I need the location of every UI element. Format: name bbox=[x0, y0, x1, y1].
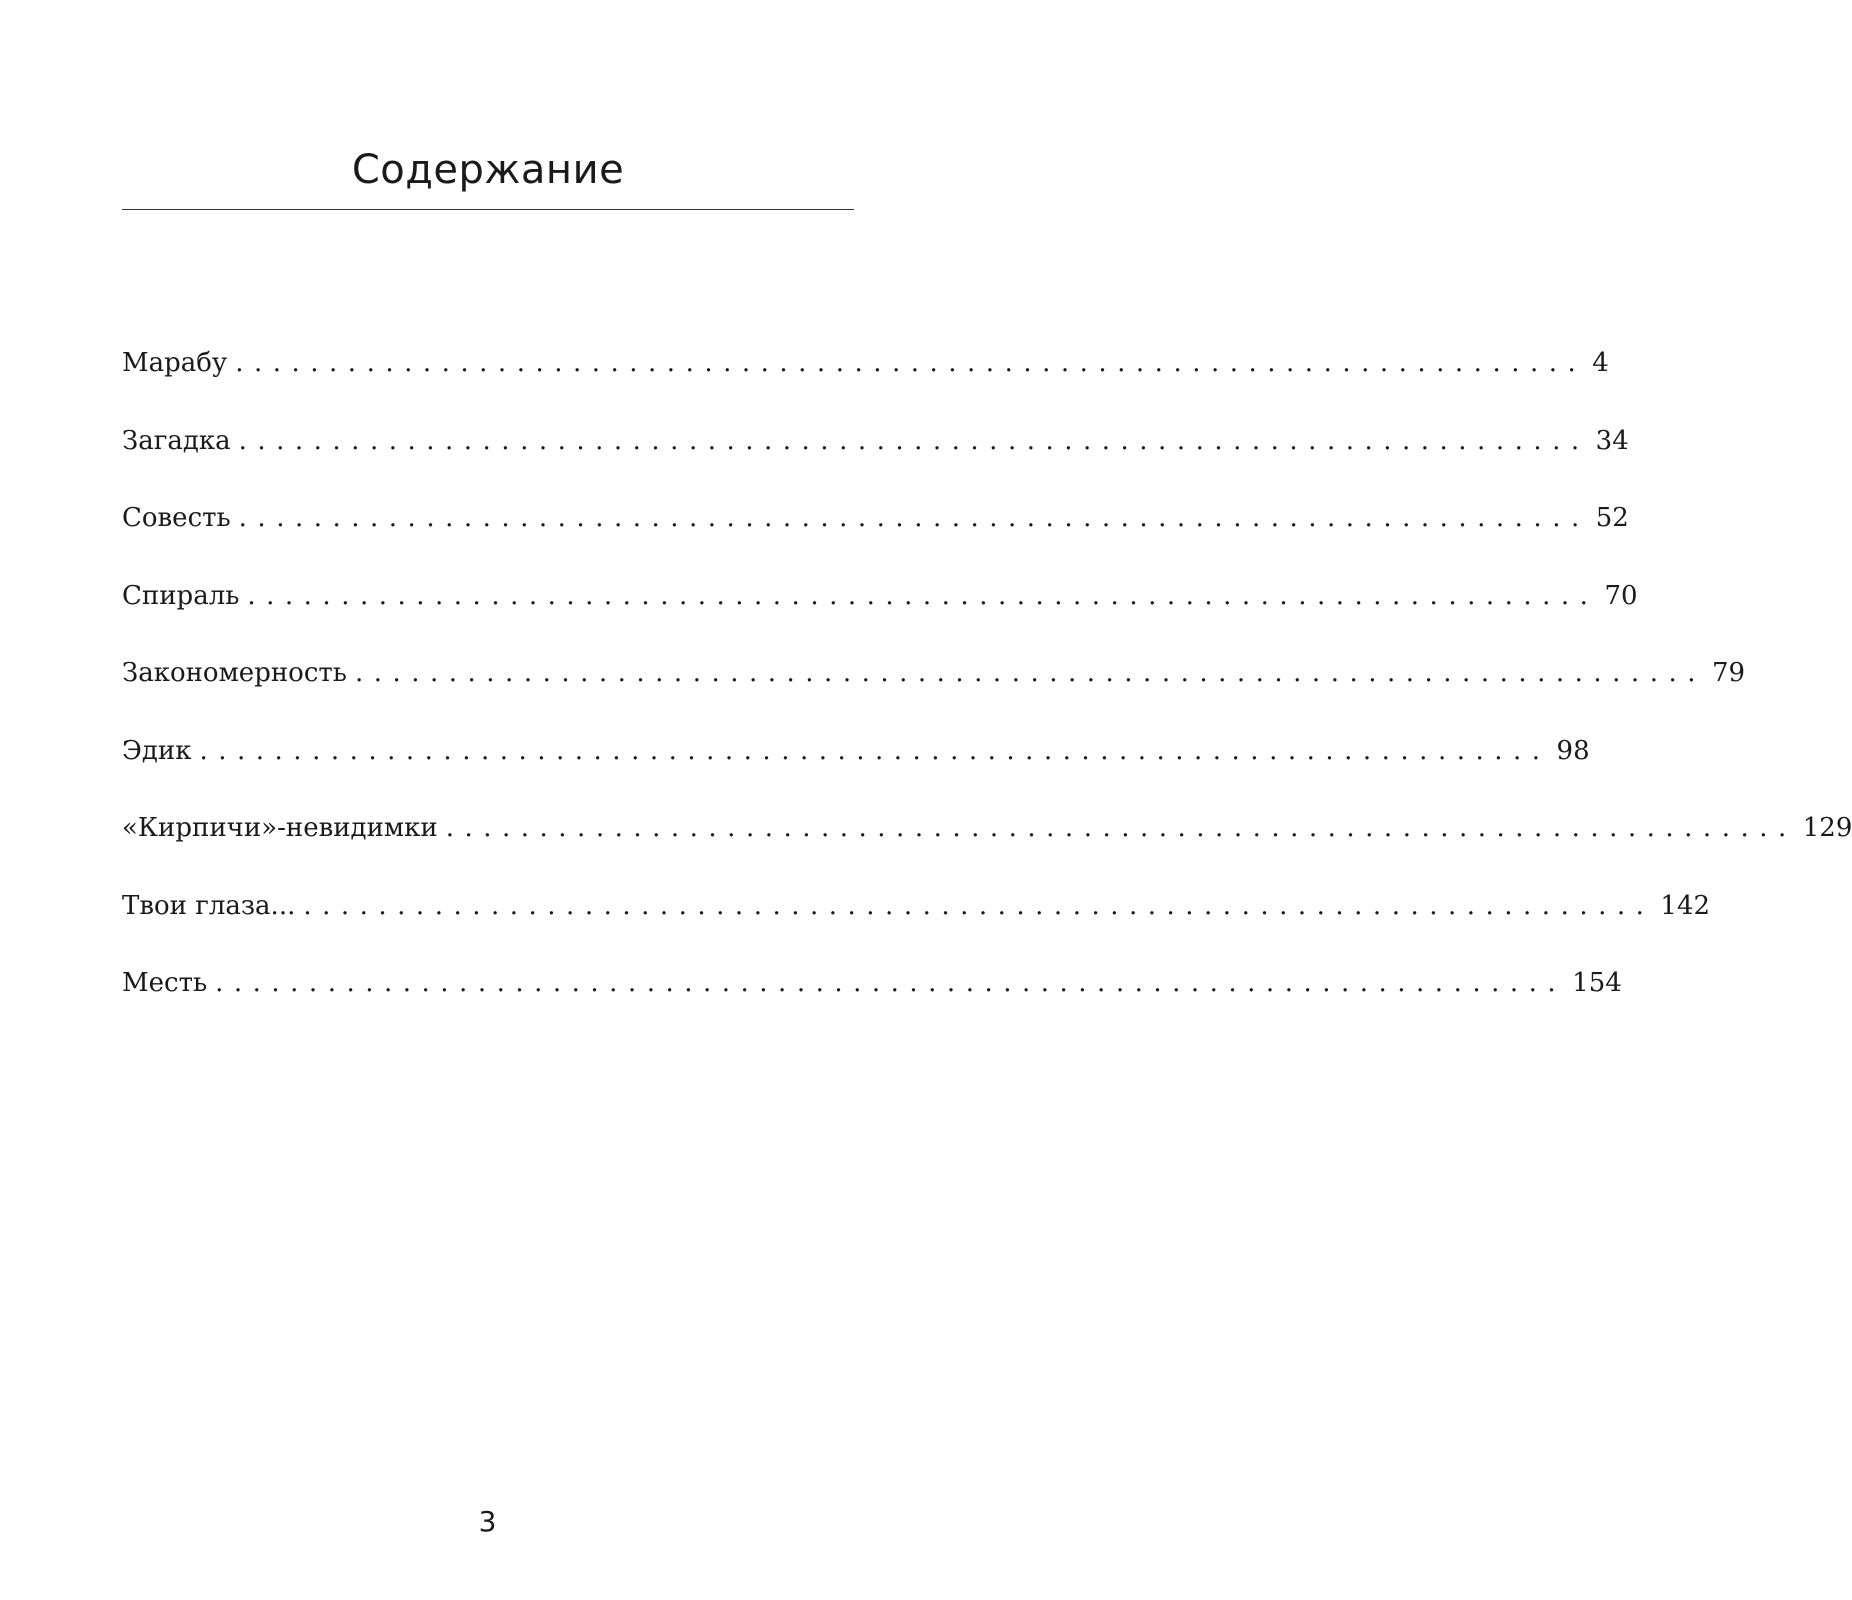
toc-entry-page: 98 bbox=[1556, 735, 1590, 766]
dot-leader: ........................................................................ bbox=[235, 348, 1587, 378]
toc-entry-title: Загадка bbox=[122, 425, 231, 456]
toc-entry-page: 129 bbox=[1802, 813, 1852, 843]
toc-entry-title: Месть bbox=[122, 968, 208, 998]
dot-leader: ........................................................................ bbox=[354, 658, 1706, 688]
toc-entry-page: 79 bbox=[1712, 658, 1746, 688]
dot-leader: ........................................................................ bbox=[199, 735, 1551, 766]
title-underline bbox=[122, 209, 854, 210]
toc-entry-title: Эдик bbox=[122, 735, 192, 766]
toc-entry-page: 34 bbox=[1595, 425, 1629, 456]
dot-leader: ........................................................................ bbox=[238, 503, 1590, 533]
dot-leader: ........................................................................ bbox=[215, 968, 1567, 998]
toc-entry[interactable] bbox=[122, 348, 1609, 428]
page-title: Содержание bbox=[351, 147, 625, 193]
toc-entry-page: 4 bbox=[1592, 348, 1609, 378]
table-of-contents bbox=[122, 348, 1852, 1048]
dot-leader: ........................................................................ bbox=[247, 580, 1599, 611]
toc-entry-page: 52 bbox=[1595, 503, 1629, 533]
toc-entry-title: Спираль bbox=[122, 580, 240, 611]
dot-leader: ........................................................................ bbox=[445, 813, 1797, 843]
toc-entry[interactable] bbox=[122, 813, 1852, 893]
toc-entry-title: Совесть bbox=[122, 503, 231, 533]
toc-entry-page: 70 bbox=[1604, 580, 1638, 611]
toc-entry[interactable] bbox=[122, 658, 1746, 738]
toc-entry-title: Закономерность bbox=[122, 658, 347, 688]
toc-entry[interactable] bbox=[122, 580, 1638, 661]
toc-entry-page: 142 bbox=[1660, 890, 1711, 921]
dot-leader: ........................................................................ bbox=[238, 425, 1590, 456]
toc-entry[interactable] bbox=[122, 503, 1629, 583]
toc-entry[interactable] bbox=[122, 735, 1590, 816]
toc-entry[interactable] bbox=[122, 425, 1629, 506]
toc-entry-title: Марабу bbox=[122, 348, 228, 378]
toc-entry[interactable] bbox=[122, 890, 1711, 971]
toc-entry-page: 154 bbox=[1572, 968, 1622, 998]
dot-leader: ........................................................................ bbox=[303, 890, 1655, 921]
toc-entry[interactable] bbox=[122, 968, 1622, 1048]
toc-entry-title: «Кирпичи»-невидимки bbox=[122, 813, 438, 843]
page-number: 3 bbox=[478, 1505, 497, 1538]
toc-entry-title: Твои глаза... bbox=[122, 890, 296, 921]
